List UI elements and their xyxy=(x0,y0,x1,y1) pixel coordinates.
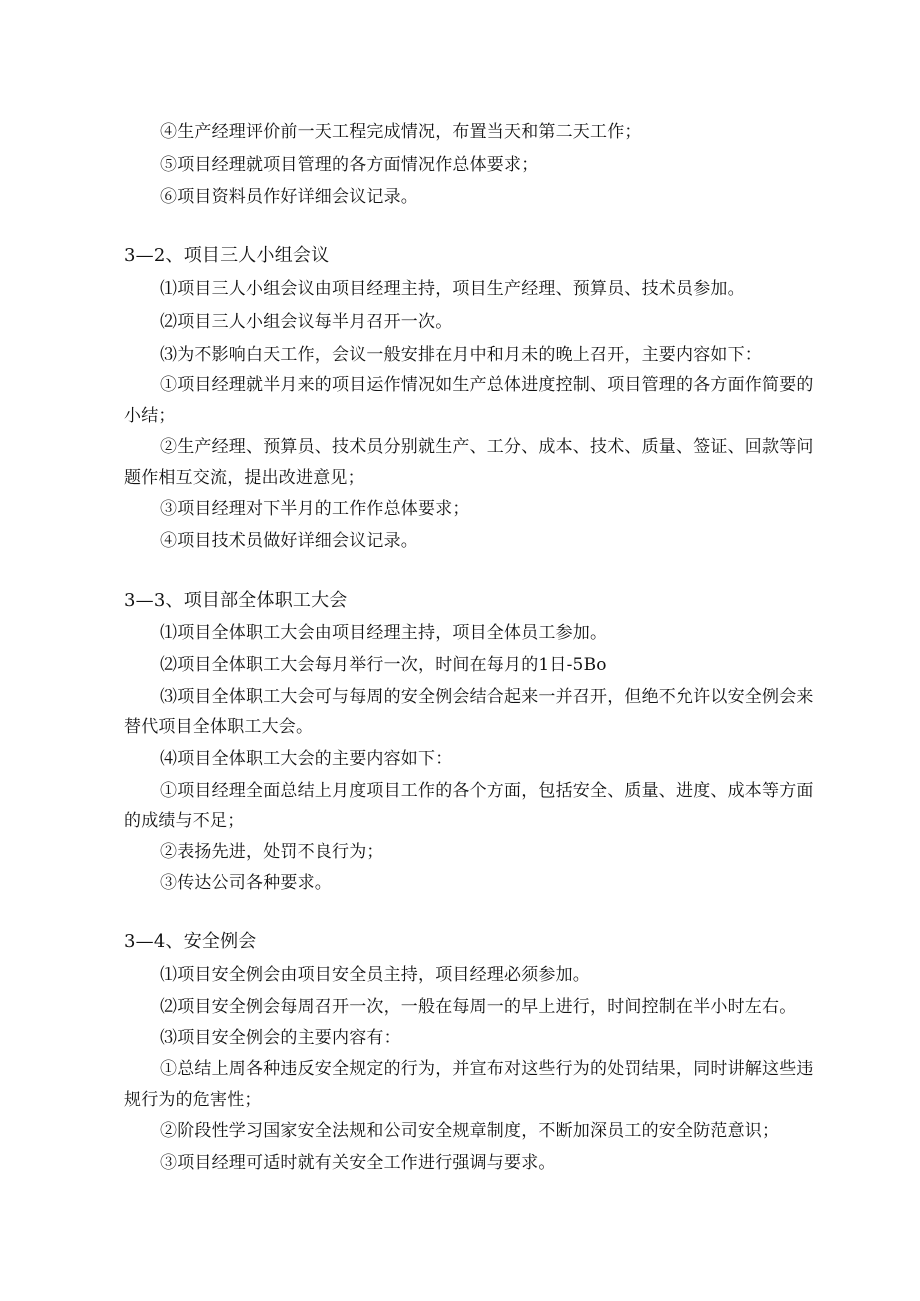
paragraph-line: ⑴项目三人小组会议由项目经理主持，项目生产经理、预算员、技术员参加。 xyxy=(160,279,745,299)
paragraph-line: ⑵项目全体职工大会每月举行一次，时间在每月的1日-5Bo xyxy=(160,655,607,675)
paragraph-line: ②生产经理、预算员、技术员分别就生产、工分、成本、技术、质量、签证、回款等问 xyxy=(160,437,814,457)
paragraph-line: ③项目经理可适时就有关安全工作进行强调与要求。 xyxy=(160,1153,556,1173)
paragraph-line: ⑷项目全体职工大会的主要内容如下： xyxy=(160,749,453,769)
paragraph-line: ①项目经理全面总结上月度项目工作的各个方面，包括安全、质量、进度、成本等方面 xyxy=(160,781,814,801)
section-heading: 3—2、项目三人小组会议 xyxy=(124,245,330,266)
paragraph-line: 小结； xyxy=(124,406,176,426)
paragraph-line: ⑴项目全体职工大会由项目经理主持，项目全体员工参加。 xyxy=(160,623,608,643)
list-item: ⑥项目资料员作好详细会议记录。 xyxy=(160,187,418,207)
paragraph-line: 替代项目全体职工大会。 xyxy=(124,717,314,737)
list-item: ⑤项目经理就项目管理的各方面情况作总体要求； xyxy=(160,155,539,175)
paragraph-line: ③传达公司各种要求。 xyxy=(160,873,332,893)
paragraph-line: ⑶项目安全例会的主要内容有： xyxy=(160,1028,401,1048)
paragraph-line: ②阶段性学习国家安全法规和公司安全规章制度，不断加深员工的安全防范意识； xyxy=(160,1121,780,1141)
paragraph-line: ⑶为不影响白天工作，会议一般安排在月中和月未的晚上召开，主要内容如下： xyxy=(160,345,762,365)
paragraph-line: ①总结上周各种违反安全规定的行为，并宣布对这些行为的处罚结果，同时讲解这些违 xyxy=(160,1059,814,1079)
paragraph-line: 的成绩与不足； xyxy=(124,811,245,831)
paragraph-line: ②表扬先进，处罚不良行为； xyxy=(160,842,384,862)
section-heading: 3—4、安全例会 xyxy=(124,931,257,952)
list-item: ④生产经理评价前一天工程完成情况，布置当天和第二天工作； xyxy=(160,122,642,142)
section-heading: 3—3、项目部全体职工大会 xyxy=(124,590,348,611)
paragraph-line: ①项目经理就半月来的项目运作情况如生产总体进度控制、项目管理的各方面作简要的 xyxy=(160,375,814,395)
paragraph-line: 题作相互交流，提出改进意见； xyxy=(124,468,365,488)
paragraph-line: 规行为的危害性； xyxy=(124,1090,262,1110)
paragraph-line: ⑵项目安全例会每周召开一次，一般在每周一的早上进行，时间控制在半小时左右。 xyxy=(160,997,797,1017)
paragraph-line: ⑵项目三人小组会议每半月召开一次。 xyxy=(160,312,453,332)
paragraph-line: ⑶项目全体职工大会可与每周的安全例会结合起来一并召开，但绝不允许以安全例会来 xyxy=(160,687,814,707)
paragraph-line: ③项目经理对下半月的工作作总体要求； xyxy=(160,499,470,519)
paragraph-line: ⑴项目安全例会由项目安全员主持，项目经理必须参加。 xyxy=(160,965,590,985)
paragraph-line: ④项目技术员做好详细会议记录。 xyxy=(160,531,418,551)
